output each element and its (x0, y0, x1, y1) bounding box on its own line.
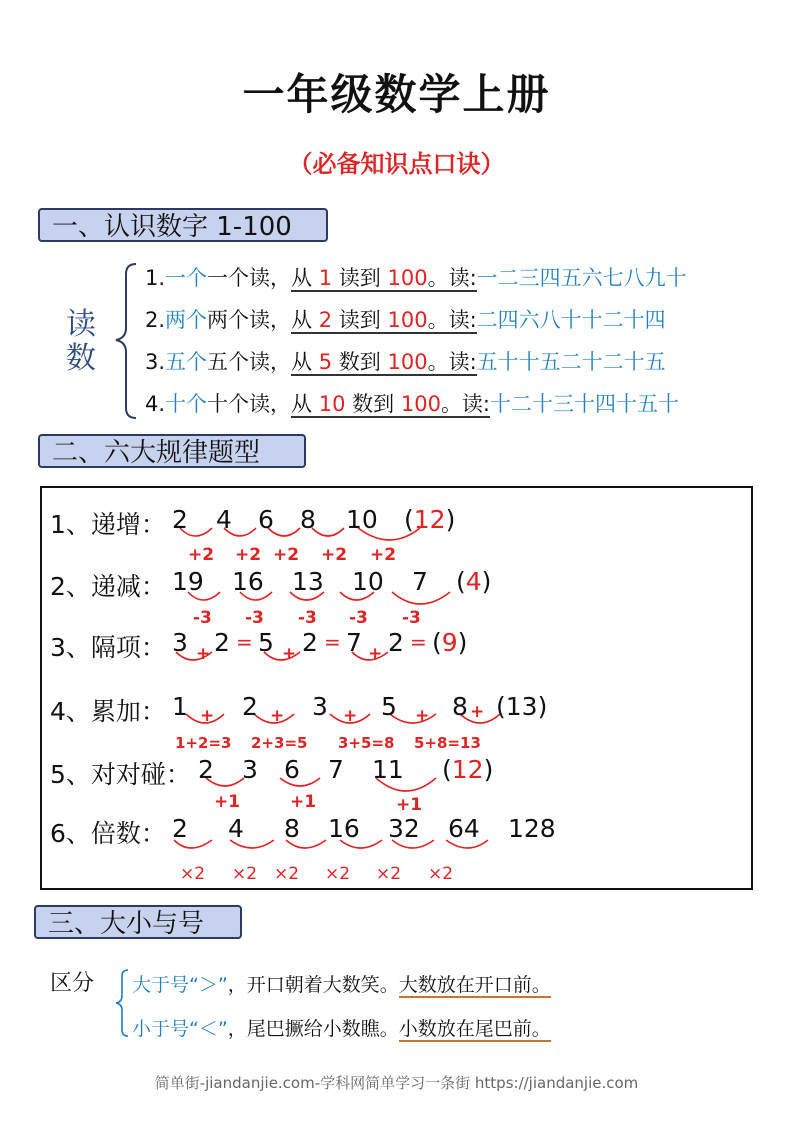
line-number: 1. (145, 266, 166, 290)
line-reading: 一二三四五六七八九十 (476, 266, 687, 290)
seq-number: 10 (346, 505, 378, 534)
rule-text: ，尾巴撅给小数瞧。 (227, 1018, 399, 1040)
step-mark: ×2 (428, 864, 454, 884)
seq-number: 10 (352, 567, 384, 596)
section-heading-3: 三、大小与号 (34, 905, 242, 939)
paren: ( (442, 755, 452, 784)
seq-number: 7 (412, 567, 428, 596)
sum-label: 5+8=13 (414, 734, 481, 752)
seq-number: 4 (228, 814, 244, 843)
seq-item: 5 (258, 628, 274, 657)
seq-number: 5 (381, 692, 397, 721)
step-mark: ×2 (180, 864, 206, 884)
sum-label: 2+3=5 (251, 734, 308, 752)
line-end: 100 (400, 392, 441, 416)
paren: ) (457, 628, 468, 657)
answer (404, 505, 455, 534)
line-text: 五个读， (207, 350, 292, 374)
answer (456, 567, 491, 596)
step-mark: -3 (193, 608, 212, 628)
plus-mark: + (470, 702, 485, 722)
line-end: 100 (387, 350, 428, 374)
step-mark: -3 (349, 608, 368, 628)
seq-number: 3 (242, 755, 258, 784)
seq-number: 1 (172, 692, 188, 721)
step-mark: +1 (396, 795, 423, 815)
line-reading: 十二十三十四十五十 (490, 392, 680, 416)
rule-text: ，开口朝着大数笑。 (227, 974, 399, 996)
answer-value: 9 (441, 628, 458, 657)
compare-line (132, 1014, 551, 1041)
seq-number: 16 (328, 814, 360, 843)
compare-line (132, 970, 551, 997)
line-text: 。读: (440, 392, 491, 416)
paren: ) (483, 755, 494, 784)
reading-line (145, 388, 687, 430)
seq-number: 2 (172, 505, 188, 534)
line-text: 读到 (338, 308, 381, 332)
seq-number: 128 (508, 814, 556, 843)
rule-key: 小数放在尾巴前。 (398, 1018, 551, 1040)
step-mark: +2 (273, 545, 300, 565)
line-text: 从 (291, 350, 313, 374)
compare-label: 区分 (50, 971, 95, 996)
side-label-char: 数 (66, 341, 96, 376)
line-key: 一个 (165, 266, 208, 290)
paren: ( (456, 567, 466, 596)
plus-mark: + (270, 706, 285, 726)
seq-number: 32 (388, 814, 420, 843)
line-key: 两个 (165, 308, 208, 332)
line-number: 4. (145, 392, 166, 416)
step-mark: +1 (214, 792, 241, 812)
answer-value: 4 (465, 567, 482, 596)
line-key: 五个 (165, 350, 208, 374)
equals: = (236, 630, 253, 654)
section-heading-1: 一、认识数字 1-100 (38, 208, 328, 242)
seq-number: 11 (372, 755, 404, 784)
line-start: 1 (318, 266, 333, 290)
line-text: 。读: (427, 266, 477, 290)
plus-mark: + (196, 644, 211, 664)
seq-number: 8 (452, 692, 468, 721)
seq-number: 13 (292, 567, 324, 596)
plus-mark: + (415, 706, 430, 726)
line-number: 3. (145, 350, 166, 374)
sum-label: 3+5=8 (338, 734, 395, 752)
plus-mark: + (200, 706, 215, 726)
seq-number: 3 (312, 692, 328, 721)
step-mark: ×2 (325, 864, 351, 884)
line-text: 从 (291, 392, 313, 416)
reading-line (145, 346, 687, 388)
reading-line (145, 304, 687, 346)
equals: = (324, 630, 341, 654)
line-text: 。读: (427, 350, 477, 374)
seq-item: 2 (302, 628, 318, 657)
seq-number: 2 (242, 692, 258, 721)
seq-number: 8 (300, 505, 316, 534)
greater-sign-label: 大于号“＞” (132, 974, 228, 996)
line-reading: 二四六八十十二十四 (476, 308, 666, 332)
seq-number: 6 (284, 755, 300, 784)
line-text: 从 (291, 308, 313, 332)
step-mark: +1 (290, 792, 317, 812)
step-mark: -3 (402, 608, 421, 628)
brace-icon (114, 968, 132, 1038)
plus-mark: + (368, 644, 383, 664)
reading-line (145, 262, 687, 304)
seq-number: 7 (328, 755, 344, 784)
page-subtitle: （必备知识点口诀） (288, 150, 505, 178)
line-end: 100 (387, 308, 428, 332)
pattern-row-label: 3、隔项： (50, 633, 166, 662)
seq-number: 16 (232, 567, 264, 596)
seq-number: 8 (284, 814, 300, 843)
answer-value: 12 (451, 755, 484, 784)
page-title: 一年级数学上册 (242, 70, 551, 119)
paren: ( (404, 505, 414, 534)
rule-key: 大数放在开口前。 (398, 974, 551, 996)
brace-icon (112, 262, 142, 420)
line-end: 100 (387, 266, 428, 290)
pattern-row-label: 6、倍数： (50, 819, 166, 848)
seq-item: 2 (388, 628, 404, 657)
paren: ( (432, 628, 442, 657)
line-text: 一个读， (207, 266, 292, 290)
equals: = (410, 630, 427, 654)
seq-item: 3 (172, 628, 188, 657)
step-mark: -3 (245, 608, 264, 628)
seq-item: 2 (214, 628, 230, 657)
step-mark: -3 (298, 608, 317, 628)
section-heading-2: 二、六大规律题型 (38, 434, 306, 468)
plus-mark: + (282, 644, 297, 664)
step-mark: +2 (321, 545, 348, 565)
step-mark: ×2 (274, 864, 300, 884)
line-text: 从 (291, 266, 313, 290)
less-sign-label: 小于号“＜” (132, 1018, 228, 1040)
seq-number: 2 (172, 814, 188, 843)
line-number: 2. (145, 308, 166, 332)
answer (442, 755, 493, 784)
seq-number: 64 (448, 814, 480, 843)
line-text: 数到 (338, 350, 381, 374)
seq-item: 7 (346, 628, 362, 657)
side-label (66, 308, 96, 376)
seq-number: 2 (198, 755, 214, 784)
step-mark: ×2 (376, 864, 402, 884)
step-mark: ×2 (232, 864, 258, 884)
footer: 简单街-jiandanjie.com-学科网简单学习一条街 https://jiandanjie.com (154, 1074, 639, 1092)
line-reading: 五十十五二十二十五 (476, 350, 666, 374)
step-mark: +2 (370, 545, 397, 565)
line-text: 两个读， (207, 308, 292, 332)
answer (432, 628, 467, 657)
line-text: 读到 (338, 266, 381, 290)
line-key: 十个 (165, 392, 208, 416)
pattern-row-label: 2、递减： (50, 572, 166, 601)
line-text: 十个读， (207, 392, 292, 416)
seq-number: 6 (258, 505, 274, 534)
seq-number: 4 (216, 505, 232, 534)
paren: ) (445, 505, 456, 534)
line-text: 。读: (427, 308, 477, 332)
seq-number: 19 (172, 567, 204, 596)
line-start: 5 (318, 350, 333, 374)
pattern-row-label: 4、累加： (50, 697, 166, 726)
side-label-char: 读 (66, 307, 96, 342)
pattern-row-label: 5、对对碰： (50, 760, 191, 789)
line-text: 数到 (352, 392, 395, 416)
paren: ) (481, 567, 492, 596)
pattern-row-label: 1、递增： (50, 510, 166, 539)
step-mark: +2 (235, 545, 262, 565)
reading-lines (145, 262, 687, 430)
plus-mark: + (343, 706, 358, 726)
line-start: 2 (318, 308, 333, 332)
step-mark: +2 (188, 545, 215, 565)
answer-value: 12 (413, 505, 446, 534)
answer: (13) (496, 692, 548, 721)
sum-label: 1+2=3 (175, 734, 232, 752)
line-start: 10 (318, 392, 346, 416)
